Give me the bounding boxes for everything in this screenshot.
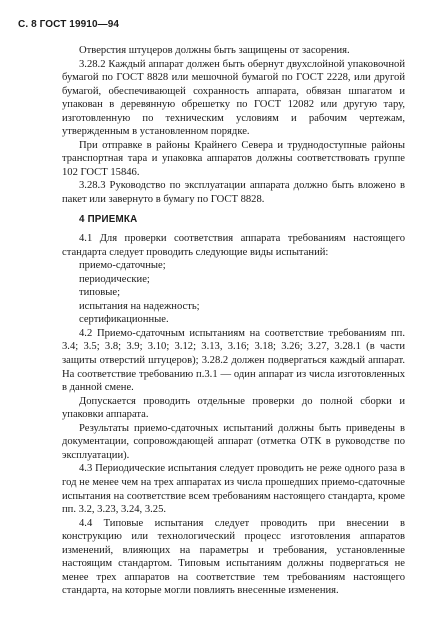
paragraph-results: Результаты приемо-сдаточных испытаний должны быть приведены в документации, сопровождающей аппарат (отметка ОТК в руководстве по эксплуатации). bbox=[62, 422, 405, 461]
document-body bbox=[62, 44, 405, 598]
list-item: периодические; bbox=[79, 273, 150, 285]
list-item: приемо-сдаточные; bbox=[79, 260, 166, 272]
section-title: 4 ПРИЕМКА bbox=[79, 213, 138, 225]
paragraph-4-4: 4.4 Типовые испытания следует проводить при внесении в конструкцию или технологический процесс изготовления аппаратов изменений, влияющих на параметры и требования, установленные настоящим стандартом. Типовым испытаниям должны подвергаться не менее трех аппаратов на соответствие тем требованиям настоящего стандарта, на которые могли повлиять внесенные изменения. bbox=[62, 517, 405, 597]
list-item: испытания на надежность; bbox=[79, 300, 200, 312]
paragraph-3-28-3: 3.28.3 Руководство по эксплуатации аппарата должно быть вложено в пакет или завернуто в бумагу по ГОСТ 8828. bbox=[62, 180, 405, 206]
paragraph-4-1: 4.1 Для проверки соответствия аппарата требованиям настоящего стандарта следует проводить следующие виды испытаний: bbox=[62, 233, 405, 258]
paragraph-4-3: 4.3 Периодические испытания следует проводить не реже одного раза в год не менее чем на трех аппаратах из числа прошедших приемо-сдаточные испытания на соответствие всем требованиям настоящего стандарта, кроме пп. 3.2, 3.23, 3.24, 3.25. bbox=[62, 463, 405, 516]
paragraph-4-2: 4.2 Приемо-сдаточным испытаниям на соответствие требованиям пп. 3.4; 3.5; 3.8; 3.9; 3.10; 3.12; 3.13, 3.16; 3.18; 3.26; 3.27, 3.28.1 (в части защиты отверстий штуцеров); 3.28.2 должен подвергаться каждый аппарат. На соответствие требованию п.3.1 — один аппарат из числа изготовленных в данной смене. bbox=[62, 327, 405, 394]
list-item: сертификационные. bbox=[79, 314, 169, 326]
test-types-list bbox=[62, 259, 405, 327]
paragraph-north-shipping: При отправке в районы Крайнего Севера и труднодоступные районы транспортная тара и упаковка аппаратов должны соответствовать группе 102 ГОСТ 15846. bbox=[62, 139, 405, 178]
paragraph-partial-checks: Допускается проводить отдельные проверки до полной сборки и упаковки аппарата. bbox=[62, 395, 405, 421]
paragraph-nozzle-protection: Отверстия штуцеров должны быть защищены от засорения. bbox=[79, 45, 350, 56]
list-item: типовые; bbox=[79, 287, 121, 299]
paragraph-3-28-2: 3.28.2 Каждый аппарат должен быть обернут двухслойной упаковочной бумагой по ГОСТ 8828 или мешочной бумагой по ГОСТ 2228, или другой бумагой, обеспечивающей сохранность аппарата, обвязан шпагатом и упакован в деревянную обрешетку по ГОСТ 12082 или другую тару, изготовленную по техническим условиям и рабочим чертежам, утвержденным в установленном порядке. bbox=[62, 58, 405, 138]
page-header: С. 8 ГОСТ 19910—94 bbox=[18, 19, 120, 30]
